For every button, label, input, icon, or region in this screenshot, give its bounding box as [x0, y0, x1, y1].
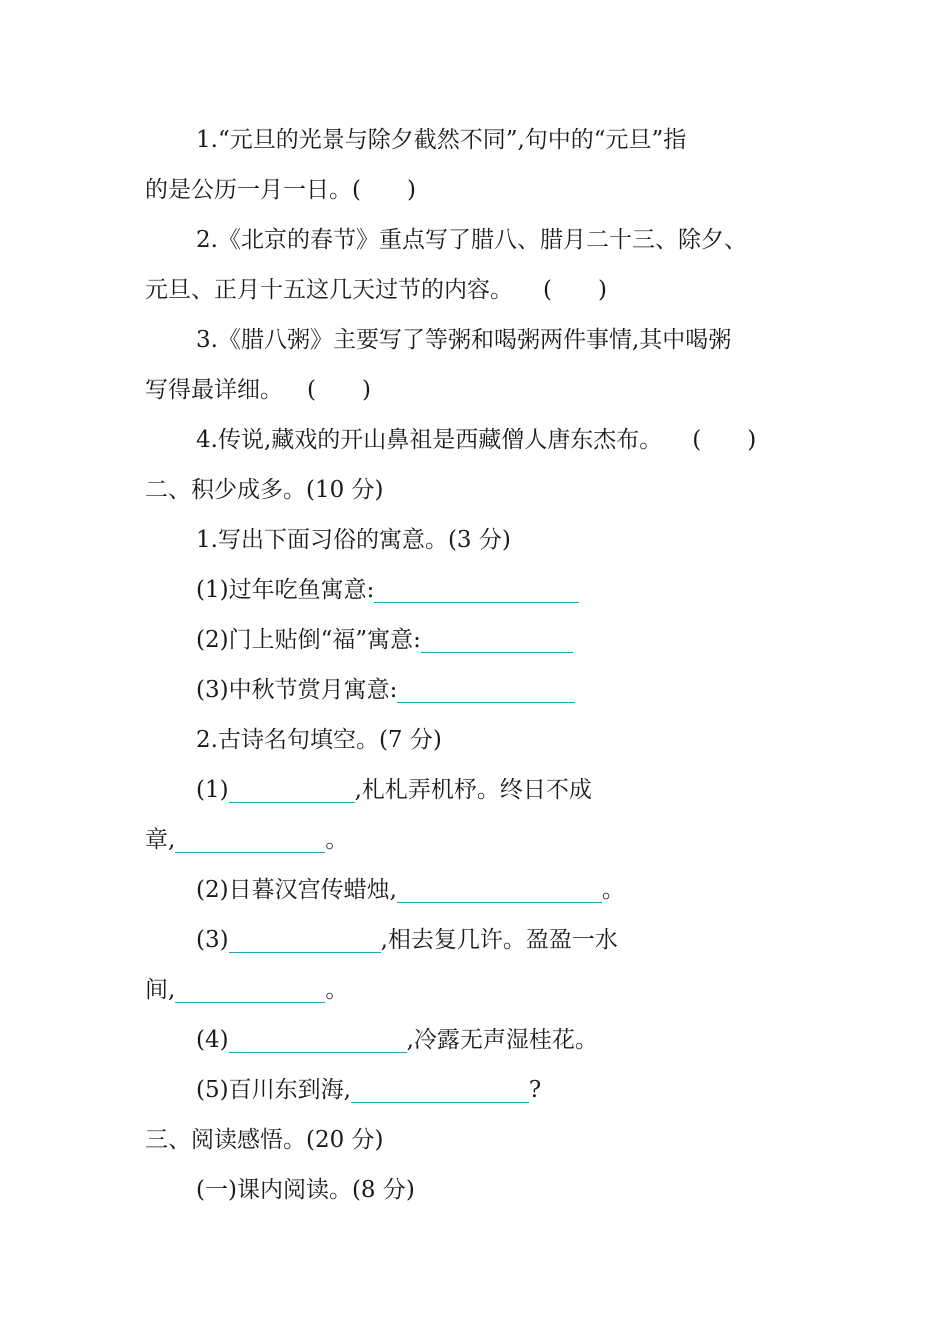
poem2-text: (2)日暮汉宫传蜡烛, [196, 877, 397, 903]
poem3-line2 [145, 965, 348, 1015]
custom-fish-blank[interactable] [374, 576, 579, 603]
poem4-text: ,冷露无声湿桂花。 [406, 1027, 598, 1053]
poem5-end-mark: ? [528, 1077, 542, 1103]
custom-fish-label: (1)过年吃鱼寓意: [196, 577, 375, 603]
part2-sub1-heading [196, 515, 511, 565]
judge-q2-line2 [145, 265, 607, 315]
judge-q3-line2 [145, 365, 371, 415]
poem3-number: (3) [196, 927, 229, 953]
poem1-end-mark: 。 [325, 827, 349, 853]
poem3-blank-b[interactable] [175, 976, 325, 1003]
custom-moon-blank[interactable] [397, 676, 575, 703]
judge-q3-text-cont: 写得最详细。 [145, 377, 283, 403]
judge-q2-line1 [196, 215, 747, 265]
part2-sub2-heading [196, 715, 442, 765]
poem5-blank[interactable] [351, 1076, 529, 1103]
judge-q1-line2 [145, 165, 416, 215]
poem1-text-cont: 章, [145, 827, 176, 853]
poem2-line [196, 865, 625, 915]
poem1-blank-a[interactable] [229, 776, 355, 803]
part2-sub2-heading-text: 2.古诗名句填空。(7 分) [196, 727, 442, 753]
judge-q1-text-cont: 的是公历一月一日。 [145, 177, 352, 203]
judge-q2-text-cont: 元旦、正月十五这几天过节的内容。 [145, 277, 513, 303]
poem4-number: (4) [196, 1027, 229, 1053]
custom-fu-label: (2)门上贴倒“福”寓意: [196, 627, 421, 653]
section-3-heading [145, 1115, 384, 1165]
poem4-line [196, 1015, 598, 1065]
poem2-end-mark: 。 [601, 877, 625, 903]
poem1-line2 [145, 815, 348, 865]
section-2-heading [145, 465, 384, 515]
poem5-text: (5)百川东到海, [196, 1077, 351, 1103]
section-2-heading-text: 二、积少成多。(10 分) [145, 477, 384, 503]
poem2-blank[interactable] [397, 876, 602, 903]
poem1-text: ,札札弄机杼。终日不成 [354, 777, 592, 803]
poem5-line [196, 1065, 541, 1115]
judge-q1-text: 1.“元旦的光景与除夕截然不同”,句中的“元旦”指 [196, 127, 687, 153]
poem3-blank-a[interactable] [229, 926, 381, 953]
judge-q4-text: 4.传说,藏戏的开山鼻祖是西藏僧人唐东杰布。 [196, 427, 663, 453]
part3-sub1-heading-text: (一)课内阅读。(8 分) [196, 1177, 415, 1203]
judge-q4-answer-paren[interactable]: ( ) [692, 427, 757, 453]
judge-q3-answer-paren[interactable]: ( ) [307, 377, 371, 403]
poem3-line1 [196, 915, 618, 965]
judge-q3-text: 3.《腊八粥》主要写了等粥和喝粥两件事情,其中喝粥 [196, 327, 732, 353]
custom-fish-line [196, 565, 579, 615]
judge-q2-text: 2.《北京的春节》重点写了腊八、腊月二十三、除夕、 [196, 227, 747, 253]
judge-q2-answer-paren[interactable]: ( ) [543, 277, 607, 303]
poem1-line1 [196, 765, 592, 815]
judge-q1-line1 [196, 115, 686, 165]
poem3-end-mark: 。 [325, 977, 349, 1003]
poem3-text-cont: 间, [145, 977, 176, 1003]
section-3-heading-text: 三、阅读感悟。(20 分) [145, 1127, 384, 1153]
part3-sub1-heading [196, 1165, 415, 1215]
poem1-blank-b[interactable] [175, 826, 325, 853]
custom-fu-blank[interactable] [421, 626, 573, 653]
custom-moon-line [196, 665, 575, 715]
custom-fu-line [196, 615, 573, 665]
judge-q1-answer-paren[interactable]: ( ) [352, 177, 416, 203]
poem1-number: (1) [196, 777, 229, 803]
poem4-blank[interactable] [229, 1026, 407, 1053]
custom-moon-label: (3)中秋节赏月寓意: [196, 677, 398, 703]
poem3-text: ,相去复几许。盈盈一水 [380, 927, 618, 953]
judge-q3-line1 [196, 315, 731, 365]
part2-sub1-heading-text: 1.写出下面习俗的寓意。(3 分) [196, 527, 511, 553]
judge-q4-line [196, 415, 756, 465]
